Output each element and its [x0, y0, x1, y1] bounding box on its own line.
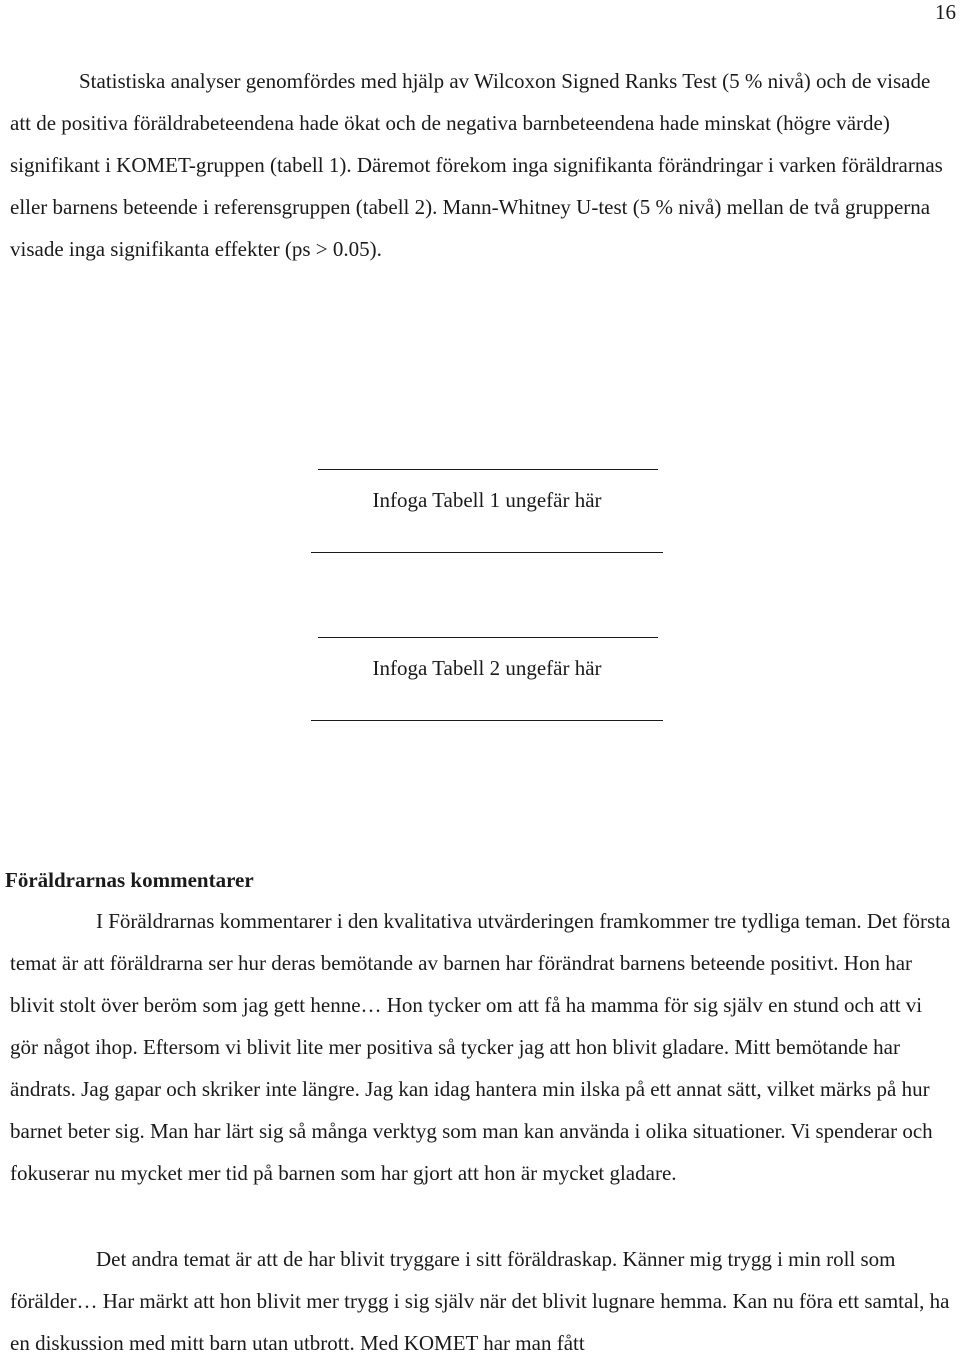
paragraph-parent-comments-theme-1: I Föräldrarnas kommentarer i den kvalitativa utvärderingen framkommer tre tydliga teman. Det första temat är att föräldrarna ser hur deras bemötande av barnen har förändrat barnens beteende positivt. Hon har blivit stolt över beröm som jag gett henne… Hon tycker om att få ha mamma för sig själv en stund och att vi gör något ihop. Eftersom vi blivit lite mer positiva så tycker jag att hon blivit gladare. Mitt bemötande har ändrats. Jag gapar och skriker inte längre. Jag kan idag hantera min ilska på ett annat sätt, vilket märks på hur barnet beter sig. Man har lärt sig så många verktyg som man kan använda i olika situationer. Vi spenderar och fokuserar nu mycket mer tid på barnen som har gjort att hon är mycket gladare. — [10, 909, 951, 1185]
insert-rule-bottom-1 — [311, 552, 663, 553]
section-heading: Föräldrarnas kommentarer — [5, 868, 254, 892]
paragraph-parent-comments-theme-2: Det andra temat är att de har blivit tryggare i sitt föräldraskap. Känner mig trygg i min roll som förälder… Har märkt att hon blivit mer trygg i sig själv när det blivit lugnare hemma. Kan nu föra ett samtal, ha en diskussion med mitt barn utan utbrott. Med KOMET har man fått — [10, 1247, 950, 1355]
insert-table-1-placeholder: Infoga Tabell 1 ungefär här — [372, 488, 602, 512]
page-number: 16 — [935, 0, 956, 24]
insert-rule-top-1 — [318, 469, 658, 470]
insert-table-2-placeholder: Infoga Tabell 2 ungefär här — [372, 656, 602, 680]
insert-rule-top-2 — [318, 637, 658, 638]
paragraph-statistical-analysis: Statistiska analyser genomfördes med hjälp av Wilcoxon Signed Ranks Test (5 % nivå) och de visade att de positiva föräldrabeteendena hade ökat och de negativa barnbeteendena hade minskat (högre värde) signifikant i KOMET-gruppen (tabell 1). Däremot förekom inga signifikanta förändringar i varken föräldrarnas eller barnens beteende i referensgruppen (tabell 2). Mann-Whitney U-test (5 % nivå) mellan de två grupperna visade inga signifikanta effekter (ps > 0.05). — [10, 69, 943, 261]
insert-rule-bottom-2 — [311, 720, 663, 721]
